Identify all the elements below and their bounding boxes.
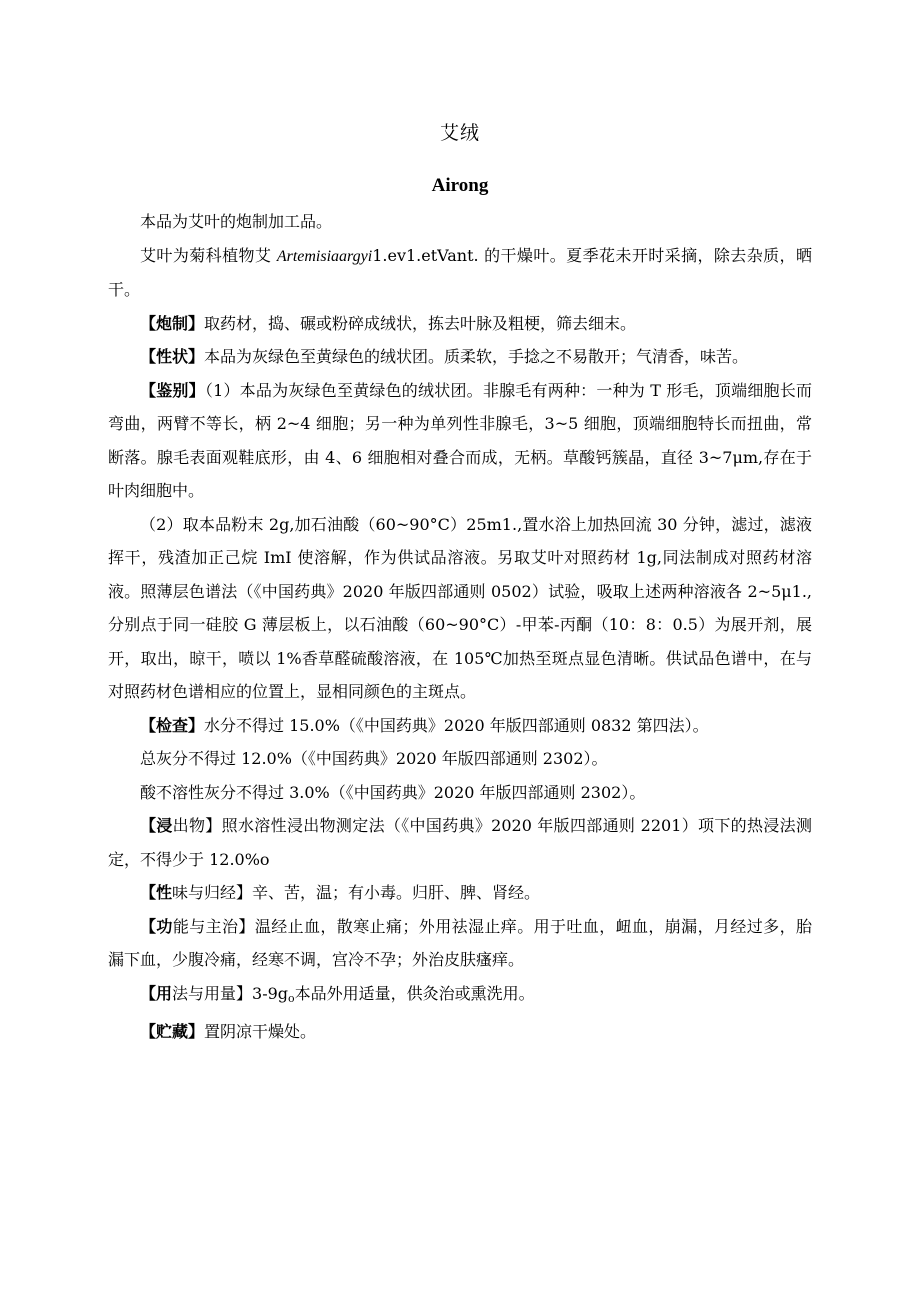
intro-paragraph: 本品为艾叶的炮制加工品。 xyxy=(140,212,333,231)
usage-section: 【用法与用量】$3-9g_o$本品外用适量，供灸治或熏洗用。 xyxy=(140,983,535,1005)
character-section: 【性状】本品为灰绿色至黄绿色的绒状团。质柔软，手捻之不易散开；气清香，味苦。 xyxy=(140,347,749,366)
processing-label: 【炮制】 xyxy=(140,313,205,333)
function-section: 【功能与主治】温经止血，散寒止痛；外用祛湿止痒。用于吐血，衄血，崩漏，月经过多，胎漏下血，少腹冷痛，经寒不调，宫冷不孕；外治皮肤瘙痒。 xyxy=(108,916,812,969)
function-label-bold: 【功 xyxy=(140,916,173,936)
total-ash-paragraph: 总灰分不得过 12.0%（《中国药典》2020 年版四部通则 2302）。 xyxy=(140,749,608,768)
latin-name: Artemisiaargyi xyxy=(276,247,373,265)
inspection-label: 【检查】 xyxy=(140,715,205,735)
extract-label-rest: 出物】 xyxy=(172,816,222,835)
page-title: 艾绒 xyxy=(439,122,480,144)
nature-section: 【性味与归经】辛、苦，温；有小毒。归肝、脾、肾经。 xyxy=(140,883,541,902)
nature-label-bold: 【性 xyxy=(140,883,173,902)
storage-label: 【贮藏】 xyxy=(140,1022,205,1041)
usage-label-bold: 【用 xyxy=(140,983,173,1003)
source-paragraph: 艾叶为菊科植物艾 Artemisiaargyi1.ev1.etVant. 的干燥叶。夏季花未开时采摘，除去杂质，晒干。 xyxy=(108,245,812,299)
usage-label-rest: 法与用量】 xyxy=(172,983,253,1003)
extract-label-bold: 【浸 xyxy=(140,816,173,835)
identification-label: 【鉴别】 xyxy=(140,380,205,400)
inspection-section: 【检查】水分不得过 15.0%（《中国药典》2020 年版四部通则 0832 第四法）。 xyxy=(140,715,709,735)
monograph xyxy=(108,118,812,1049)
function-label-rest: 能与主治】 xyxy=(172,916,255,936)
acid-ash-paragraph: 酸不溶性灰分不得过 3.0%（《中国药典》2020 年版四部通则 2302）。 xyxy=(140,782,646,802)
page-subtitle: Airong xyxy=(431,175,489,196)
identification-tlc-paragraph: （2）取本品粉末 2g,加石油酸（60~90°C）25m1.,置水浴上加热回流 30 分钟，滤过，滤液挥干，残渣加正己烷 ImI 使溶解，作为供试品溶液。另取艾叶对照药材 1g,同法制成对照药材溶液。照薄层色谱法（《中国药典》2020 年版四部通则 0502）试验，吸取上述两种溶液各 2~5μ1.,分别点于同一硅胶 G 薄层板上，以石油酸（60~90°C）-甲苯-丙酮（10：8：0.5）为展开剂，展开，取出，晾干，喷以 1%香草醛硫酸溶液，在 105℃加热至斑点显色清晰。供试品色谱中，在与对照药材色谱相应的位置上，显相同颜色的主斑点。 xyxy=(108,514,812,701)
nature-label-rest: 味与归经】 xyxy=(172,883,253,902)
identification-section: 【鉴别】（1）本品为灰绿色至黄绿色的绒状团。非腺毛有两种：一种为 T 形毛，顶端细胞长而弯曲，两臂不等长，柄 2~4 细胞；另一种为单列性非腺毛，3~5 细胞，顶端细胞特长而扭曲，常断落。腺毛表面观鞋底形，由 4、6 细胞相对叠合而成，无柄。草酸钙簇晶，直径 3~7μm,存在于叶肉细胞中。 xyxy=(108,380,812,500)
character-label: 【性状】 xyxy=(140,347,205,366)
extract-section: 【浸出物】照水溶性浸出物测定法（《中国药典》2020 年版四部通则 2201）项下的热浸法测定，不得少于 12.0%o xyxy=(108,816,812,869)
storage-section: 【贮藏】置阴凉干燥处。 xyxy=(140,1022,317,1041)
processing-section: 【炮制】取药材，捣、碾或粉碎成绒状，拣去叶脉及粗梗，筛去细末。 xyxy=(140,313,637,333)
